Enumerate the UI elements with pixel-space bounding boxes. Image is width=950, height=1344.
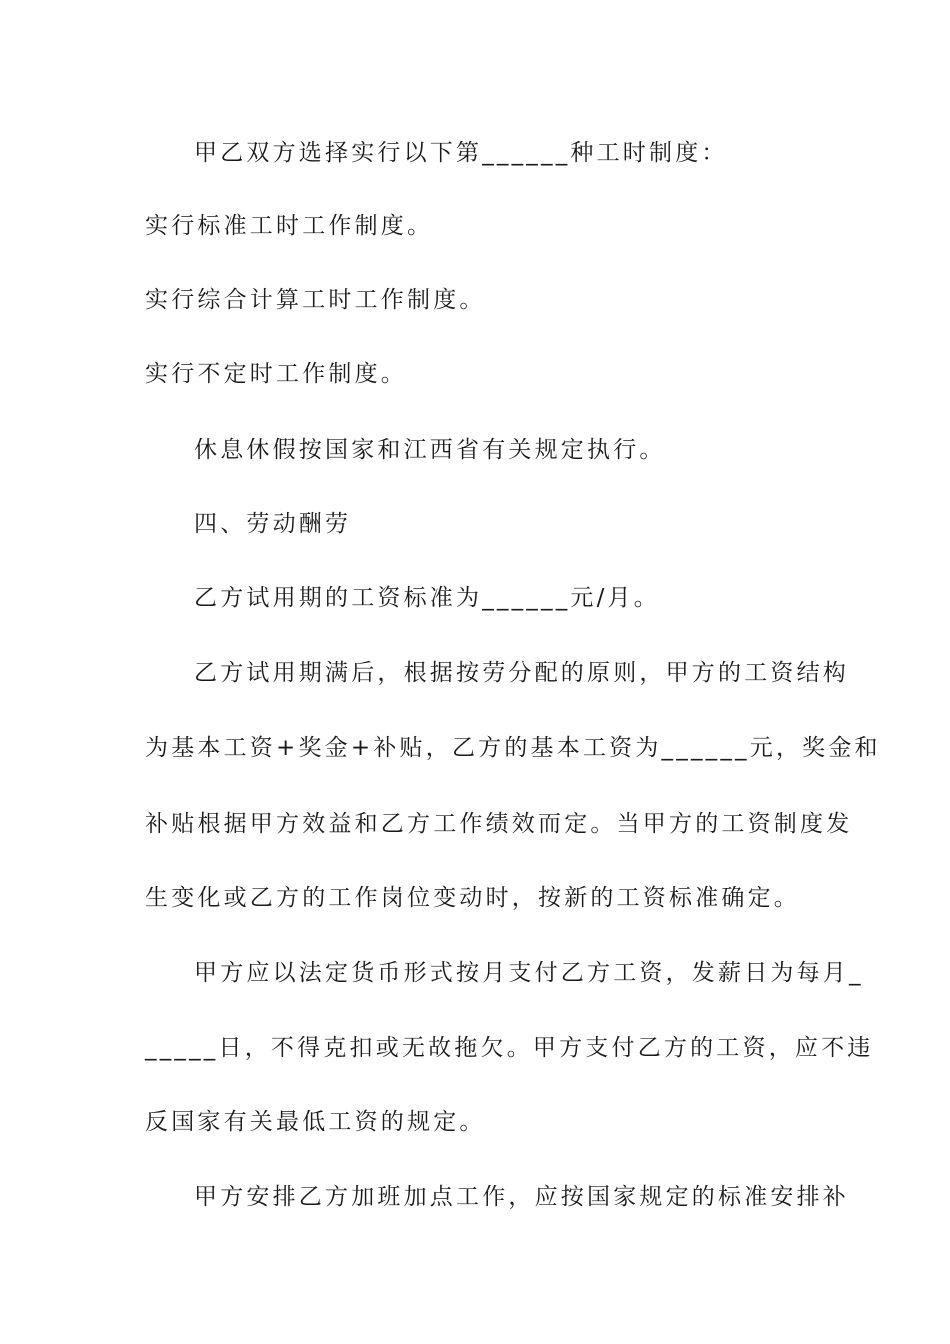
section-heading: 四、劳动酬劳 xyxy=(194,511,352,537)
text-line: 补贴根据甲方效益和乙方工作绩效而定。当甲方的工资制度发 xyxy=(145,811,853,837)
text-line: 实行标准工时工作制度。 xyxy=(145,213,434,239)
text-line: 休息休假按国家和江西省有关规定执行。 xyxy=(194,437,666,463)
text-line: 为基本工资+奖金+补贴，乙方的基本工资为______元，奖金和 xyxy=(145,735,881,761)
text-line: 反国家有关最低工资的规定。 xyxy=(145,1109,486,1135)
text-line: 实行不定时工作制度。 xyxy=(145,361,407,387)
text-line: 甲乙双方选择实行以下第______种工时制度： xyxy=(194,140,728,166)
text-line: 乙方试用期满后，根据按劳分配的原则，甲方的工资结构 xyxy=(194,660,849,686)
text-line: 实行综合计算工时工作制度。 xyxy=(145,287,486,313)
text-line: 乙方试用期的工资标准为______元/月。 xyxy=(194,585,660,611)
text-line: 生变化或乙方的工作岗位变动时，按新的工资标准确定。 xyxy=(145,885,800,911)
text-line: _____日，不得克扣或无故拖欠。甲方支付乙方的工资，应不违 xyxy=(145,1035,874,1061)
text-line: 甲方应以法定货币形式按月支付乙方工资，发薪日为每月_ xyxy=(194,960,864,986)
text-line: 甲方安排乙方加班加点工作，应按国家规定的标准安排补 xyxy=(194,1184,849,1210)
